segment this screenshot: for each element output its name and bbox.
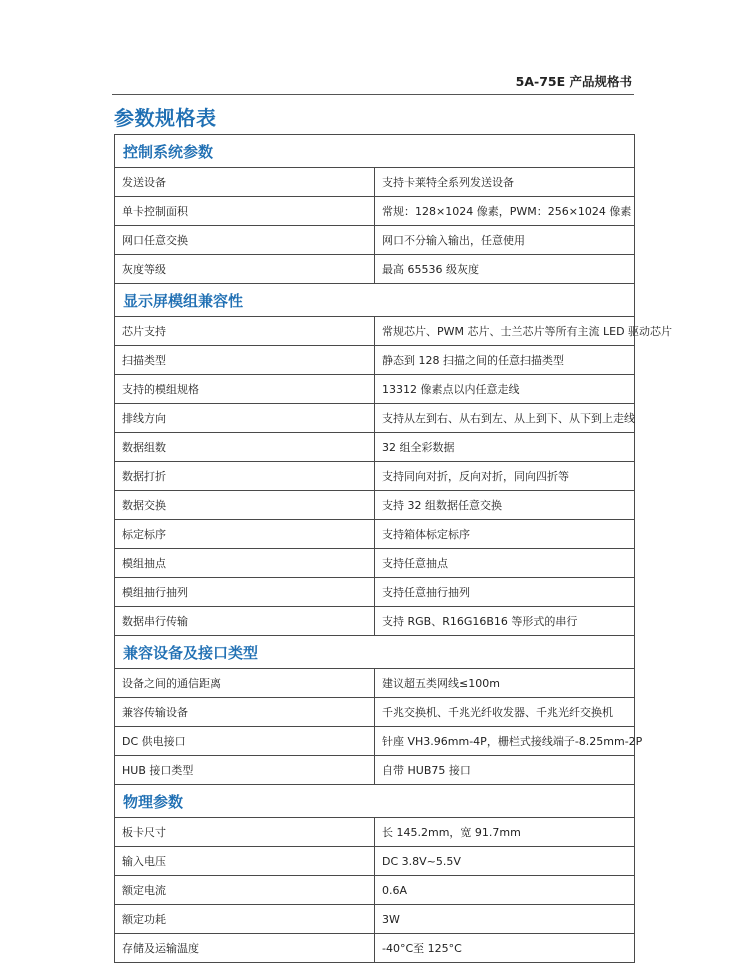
table-row [115,934,635,963]
param-label: 板卡尺寸 [115,818,375,847]
param-value: 长 145.2mm，宽 91.7mm [375,818,635,847]
table-row [115,491,635,520]
param-value: 常规芯片、PWM 芯片、士兰芯片等所有主流 LED 驱动芯片 [375,317,635,346]
param-value: 支持 RGB、R16G16B16 等形式的串行 [375,607,635,636]
table-row [115,404,635,433]
table-row [115,818,635,847]
table-row [115,847,635,876]
param-value: 常规：128×1024 像素，PWM：256×1024 像素 [375,197,635,226]
param-value: 0.6A [375,876,635,905]
param-label: 单卡控制面积 [115,197,375,226]
spec-table-body [115,135,673,963]
param-label: 发送设备 [115,168,375,197]
table-row [115,255,635,284]
param-label: 排线方向 [115,404,375,433]
param-value: 13312 像素点以内任意走线 [375,375,635,404]
table-row [115,756,635,785]
table-row [115,607,635,636]
table-row [115,197,635,226]
section-header-row [115,636,635,669]
table-row [115,226,635,255]
param-label: 扫描类型 [115,346,375,375]
param-label: 数据打折 [115,462,375,491]
param-value: 支持从左到右、从右到左、从上到下、从下到上走线 [375,404,635,433]
param-label: 模组抽点 [115,549,375,578]
param-value: 支持任意抽行抽列 [375,578,635,607]
spec-table [114,134,673,963]
document-header [112,60,634,95]
param-label: 模组抽行抽列 [115,578,375,607]
param-value: 千兆交换机、千兆光纤收发器、千兆光纤交换机 [375,698,635,727]
param-label: 数据组数 [115,433,375,462]
param-label: HUB 接口类型 [115,756,375,785]
section-heading: 控制系统参数 [115,135,635,168]
table-row [115,168,635,197]
param-label: 存储及运输温度 [115,934,375,963]
param-label: 网口任意交换 [115,226,375,255]
table-row [115,520,635,549]
table-row [115,346,635,375]
param-value: 32 组全彩数据 [375,433,635,462]
section-header-row [115,284,635,317]
doc-code: 5A-75E 产品规格书 [515,74,632,89]
table-row [115,549,635,578]
table-row [115,905,635,934]
param-label: 数据交换 [115,491,375,520]
param-label: 兼容传输设备 [115,698,375,727]
table-row [115,462,635,491]
table-row [115,317,635,346]
table-row [115,375,635,404]
table-row [115,876,635,905]
param-value: 网口不分输入输出，任意使用 [375,226,635,255]
table-row [115,669,635,698]
param-value: 自带 HUB75 接口 [375,756,635,785]
table-row [115,433,635,462]
param-label: 额定功耗 [115,905,375,934]
param-value: DC 3.8V~5.5V [375,847,635,876]
param-value: -40°C至 125°C [375,934,635,963]
param-value: 支持卡莱特全系列发送设备 [375,168,635,197]
section-heading: 显示屏模组兼容性 [115,284,635,317]
page-title: 参数规格表 [114,106,217,130]
param-label: 输入电压 [115,847,375,876]
param-value: 支持箱体标定标序 [375,520,635,549]
param-label: DC 供电接口 [115,727,375,756]
section-header-row [115,135,635,168]
table-row [115,698,635,727]
param-label: 支持的模组规格 [115,375,375,404]
param-value: 支持任意抽点 [375,549,635,578]
section-heading: 兼容设备及接口类型 [115,636,635,669]
param-value: 建议超五类网线≤100m [375,669,635,698]
table-row [115,727,635,756]
param-label: 数据串行传输 [115,607,375,636]
param-value: 支持 32 组数据任意交换 [375,491,635,520]
param-label: 标定标序 [115,520,375,549]
section-header-row [115,785,635,818]
param-value: 3W [375,905,635,934]
param-value: 静态到 128 扫描之间的任意扫描类型 [375,346,635,375]
param-label: 芯片支持 [115,317,375,346]
param-label: 灰度等级 [115,255,375,284]
param-label: 额定电流 [115,876,375,905]
param-value: 针座 VH3.96mm-4P，栅栏式接线端子-8.25mm-2P [375,727,635,756]
section-heading: 物理参数 [115,785,635,818]
table-row [115,578,635,607]
param-label: 设备之间的通信距离 [115,669,375,698]
param-value: 支持同向对折，反向对折，同向四折等 [375,462,635,491]
param-value: 最高 65536 级灰度 [375,255,635,284]
